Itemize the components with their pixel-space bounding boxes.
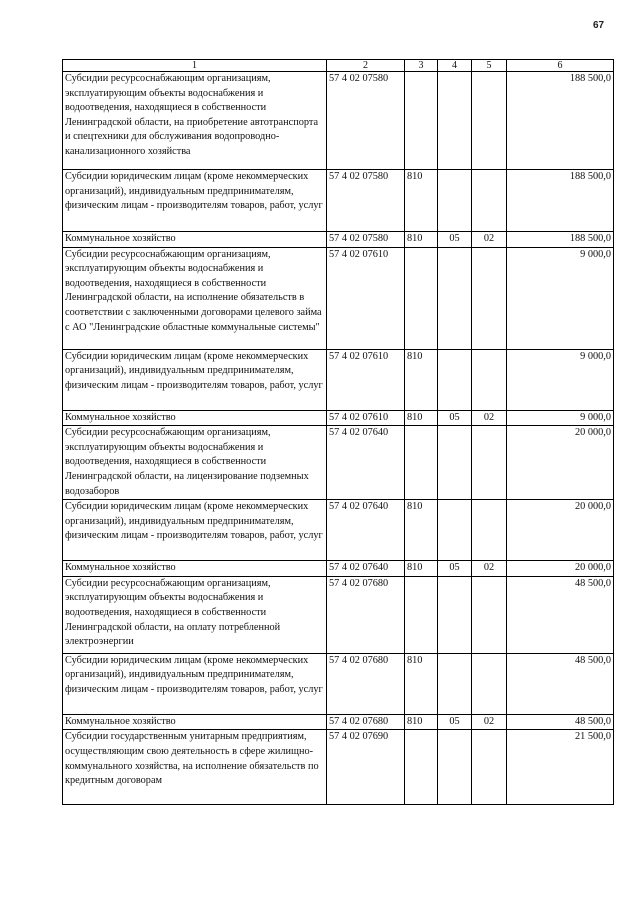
header-cell-5: 5: [472, 60, 507, 72]
row-name-cell: Субсидии юридическим лицам (кроме некоммерческих организаций), индивидуальным предпринимателям, физическим лицам - производителям товаров, работ, услуг: [63, 349, 327, 410]
row-pr-cell: [472, 72, 507, 170]
table-row: [63, 247, 614, 349]
row-rz-cell: [438, 653, 472, 714]
budget-table: [62, 59, 614, 805]
row-name-cell: Субсидии юридическим лицам (кроме некоммерческих организаций), индивидуальным предпринимателям, физическим лицам - производителям товаров, работ, услуг: [63, 653, 327, 714]
row-rz-cell: 05: [438, 714, 472, 730]
row-name-cell: Субсидии ресурсоснабжающим организациям, эксплуатирующим объекты водоснабжения и водоотведения, находящиеся в собственности Ленинградской области, на лицензирование подземных водозаборов: [63, 426, 327, 500]
table-row: [63, 561, 614, 577]
row-name-cell: Субсидии государственным унитарным предприятиям, осуществляющим свою деятельность в сфере жилищно-коммунального хозяйства, на исполнение обязательств по кредитным договорам: [63, 730, 327, 805]
row-pr-cell: 02: [472, 232, 507, 248]
row-rz-cell: 05: [438, 410, 472, 426]
row-csr-cell: 57 4 02 07580: [327, 232, 405, 248]
header-cell-4: 4: [438, 60, 472, 72]
row-pr-cell: [472, 653, 507, 714]
row-name-cell: Субсидии юридическим лицам (кроме некоммерческих организаций), индивидуальным предпринимателям, физическим лицам - производителям товаров, работ, услуг: [63, 500, 327, 561]
header-cell-6: 6: [507, 60, 614, 72]
row-pr-cell: 02: [472, 410, 507, 426]
header-cell-2: 2: [327, 60, 405, 72]
row-vr-cell: 810: [405, 561, 438, 577]
table-row: [63, 714, 614, 730]
row-vr-cell: [405, 730, 438, 805]
row-pr-cell: 02: [472, 714, 507, 730]
row-name-cell: Коммунальное хозяйство: [63, 561, 327, 577]
row-name-cell: Коммунальное хозяйство: [63, 410, 327, 426]
row-csr-cell: 57 4 02 07640: [327, 561, 405, 577]
table-row: [63, 500, 614, 561]
row-sum-cell: 48 500,0: [507, 576, 614, 653]
row-pr-cell: 02: [472, 561, 507, 577]
row-sum-cell: 20 000,0: [507, 561, 614, 577]
row-csr-cell: 57 4 02 07680: [327, 714, 405, 730]
row-name-cell: Субсидии ресурсоснабжающим организациям, эксплуатирующим объекты водоснабжения и водоотведения, находящиеся в собственности Ленинградской области, на оплату потребленной электроэнергии: [63, 576, 327, 653]
row-name-cell: Субсидии юридическим лицам (кроме некоммерческих организаций), индивидуальным предпринимателям, физическим лицам - производителям товаров, работ, услуг: [63, 170, 327, 232]
row-sum-cell: 188 500,0: [507, 170, 614, 232]
row-sum-cell: 21 500,0: [507, 730, 614, 805]
table-row: [63, 232, 614, 248]
row-csr-cell: 57 4 02 07610: [327, 247, 405, 349]
table-row: [63, 730, 614, 805]
row-sum-cell: 9 000,0: [507, 349, 614, 410]
table-row: [63, 426, 614, 500]
row-vr-cell: [405, 576, 438, 653]
row-name-cell: Коммунальное хозяйство: [63, 714, 327, 730]
row-rz-cell: [438, 247, 472, 349]
row-name-cell: Субсидии ресурсоснабжающим организациям, эксплуатирующим объекты водоснабжения и водоотведения, находящиеся в собственности Ленинградской области, на исполнение обязательств в соответствии с заключенными договорами целевого займа с АО "Ленинградские областные коммунальные системы": [63, 247, 327, 349]
row-pr-cell: [472, 247, 507, 349]
row-csr-cell: 57 4 02 07680: [327, 576, 405, 653]
row-vr-cell: 810: [405, 232, 438, 248]
row-vr-cell: 810: [405, 714, 438, 730]
row-sum-cell: 188 500,0: [507, 72, 614, 170]
row-sum-cell: 9 000,0: [507, 410, 614, 426]
table-row: [63, 170, 614, 232]
row-vr-cell: [405, 72, 438, 170]
header-cell-1: 1: [63, 60, 327, 72]
row-rz-cell: [438, 576, 472, 653]
row-vr-cell: [405, 247, 438, 349]
row-csr-cell: 57 4 02 07610: [327, 349, 405, 410]
row-sum-cell: 20 000,0: [507, 426, 614, 500]
row-rz-cell: [438, 500, 472, 561]
row-rz-cell: [438, 72, 472, 170]
row-pr-cell: [472, 349, 507, 410]
row-csr-cell: 57 4 02 07690: [327, 730, 405, 805]
row-csr-cell: 57 4 02 07680: [327, 653, 405, 714]
row-rz-cell: [438, 170, 472, 232]
row-name-cell: Субсидии ресурсоснабжающим организациям, эксплуатирующим объекты водоснабжения и водоотведения, находящиеся в собственности Ленинградской области, на приобретение автотранспорта и спецтехники для обслуживания водопроводно-канализационного хозяйства: [63, 72, 327, 170]
table-header-row: [63, 60, 614, 72]
row-sum-cell: 48 500,0: [507, 653, 614, 714]
row-sum-cell: 48 500,0: [507, 714, 614, 730]
row-csr-cell: 57 4 02 07640: [327, 500, 405, 561]
row-pr-cell: [472, 170, 507, 232]
row-rz-cell: [438, 426, 472, 500]
row-vr-cell: 810: [405, 410, 438, 426]
row-rz-cell: [438, 730, 472, 805]
row-sum-cell: 20 000,0: [507, 500, 614, 561]
row-sum-cell: 9 000,0: [507, 247, 614, 349]
row-vr-cell: 810: [405, 349, 438, 410]
header-cell-3: 3: [405, 60, 438, 72]
row-csr-cell: 57 4 02 07580: [327, 72, 405, 170]
table-row: [63, 349, 614, 410]
table-row: [63, 410, 614, 426]
row-pr-cell: [472, 576, 507, 653]
row-rz-cell: [438, 349, 472, 410]
page-number: 67: [593, 20, 605, 31]
row-sum-cell: 188 500,0: [507, 232, 614, 248]
row-rz-cell: 05: [438, 561, 472, 577]
row-vr-cell: 810: [405, 653, 438, 714]
row-rz-cell: 05: [438, 232, 472, 248]
row-csr-cell: 57 4 02 07640: [327, 426, 405, 500]
table-row: [63, 72, 614, 170]
row-pr-cell: [472, 730, 507, 805]
row-pr-cell: [472, 500, 507, 561]
table-row: [63, 576, 614, 653]
row-pr-cell: [472, 426, 507, 500]
row-vr-cell: 810: [405, 170, 438, 232]
row-csr-cell: 57 4 02 07580: [327, 170, 405, 232]
row-vr-cell: [405, 426, 438, 500]
row-csr-cell: 57 4 02 07610: [327, 410, 405, 426]
row-vr-cell: 810: [405, 500, 438, 561]
row-name-cell: Коммунальное хозяйство: [63, 232, 327, 248]
table-row: [63, 653, 614, 714]
